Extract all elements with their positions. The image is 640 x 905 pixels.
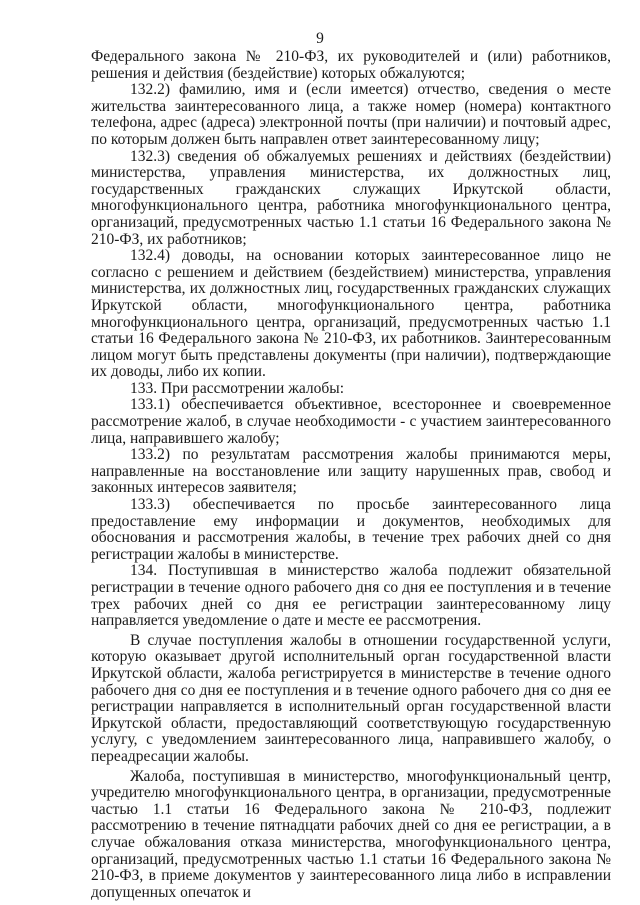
paragraph-redirect: В случае поступления жалобы в отношении государственной услуги, которую оказывает другой исполнительный орган государственной власти Иркутской области, жалоба регистрируется в министерстве в течение одного рабочего дня со дня ее поступления и в течение одного рабочего дня со дня ее регистрации направляется в исполнительный орган государственной власти Иркутской области, предоставляющий соответствующую государственную услугу, с уведомлением заинтересованного лица, направившего жалобу, о переадресации жалобы. (91, 631, 611, 765)
paragraph-132-3: 132.3) сведения об обжалуемых решениях и действиях (бездействии) министерства, управления министерства, их должностных лиц, государственных гражданских служащих Иркутской области, многофункционального центра, работника многофункционального центра, организаций, предусмотренных частью 1.1 статьи 16 Федерального закона № 210-ФЗ, их работников; (91, 147, 611, 248)
paragraph-133-3: 133.3) обеспечивается по просьбе заинтересованного лица предоставление ему информации и документов, необходимых для обоснования и рассмотрения жалобы, в течение трех рабочих дней со дня регистрации жалобы в министерстве. (91, 496, 611, 563)
page-number: 9 (316, 30, 324, 47)
paragraph-132-4: 132.4) доводы, на основании которых заинтересованное лицо не согласно с решением и действием (бездействием) министерства, управления министерства, их должностных лиц, государственных гражданских служащих Иркутской области, многофункционального центра, работника многофункционального центра, организаций, предусмотренных частью 1.1 статьи 16 Федерального закона № 210-ФЗ, их работников. Заинтересованным лицом могут быть представлены документы (при наличии), подтверждающие их доводы, либо их копии. (91, 247, 611, 381)
paragraph-133: 133. При рассмотрении жалобы: (130, 379, 345, 397)
paragraph-134: 134. Поступившая в министерство жалоба подлежит обязательной регистрации в течение одного рабочего дня со дня ее поступления и в течение трех рабочих дней со дня ее регистрации заинтересованному лицу направляется уведомление о дате и месте ее рассмотрения. (91, 562, 611, 630)
paragraph-132-1-continuation: Федерального закона № 210-ФЗ, их руководителей и (или) работников, решения и действия (бездействие) которых обжалуются; (91, 48, 611, 82)
document-body (91, 49, 611, 901)
paragraph-review-term: Жалоба, поступившая в министерство, многофункциональный центр, учредителю многофункционального центра, в организации, предусмотренные частью 1.1 статьи 16 Федерального закона № 210-ФЗ, подлежит рассмотрению в течение пятнадцати рабочих дней со дня ее регистрации, а в случае обжалования отказа министерства, многофункционального центра, организаций, предусмотренных частью 1.1 статьи 16 Федерального закона № 210-ФЗ, в приеме документов у заинтересованного лица либо в исправлении допущенных опечаток и (91, 767, 611, 901)
paragraph-132-2: 132.2) фамилию, имя и (если имеется) отчество, сведения о месте жительства заинтересованного лица, а также номер (номера) контактного телефона, адрес (адреса) электронной почты (при наличии) и почтовый адрес, по которым должен быть направлен ответ заинтересованному лицу; (91, 81, 611, 148)
paragraph-133-1: 133.1) обеспечивается объективное, всестороннее и своевременное рассмотрение жалоб, в случае необходимости - с участием заинтересованного лица, направившего жалобу; (91, 396, 611, 447)
paragraph-133-2: 133.2) по результатам рассмотрения жалобы принимаются меры, направленные на восстановление или защиту нарушенных прав, свобод и законных интересов заявителя; (91, 446, 611, 497)
